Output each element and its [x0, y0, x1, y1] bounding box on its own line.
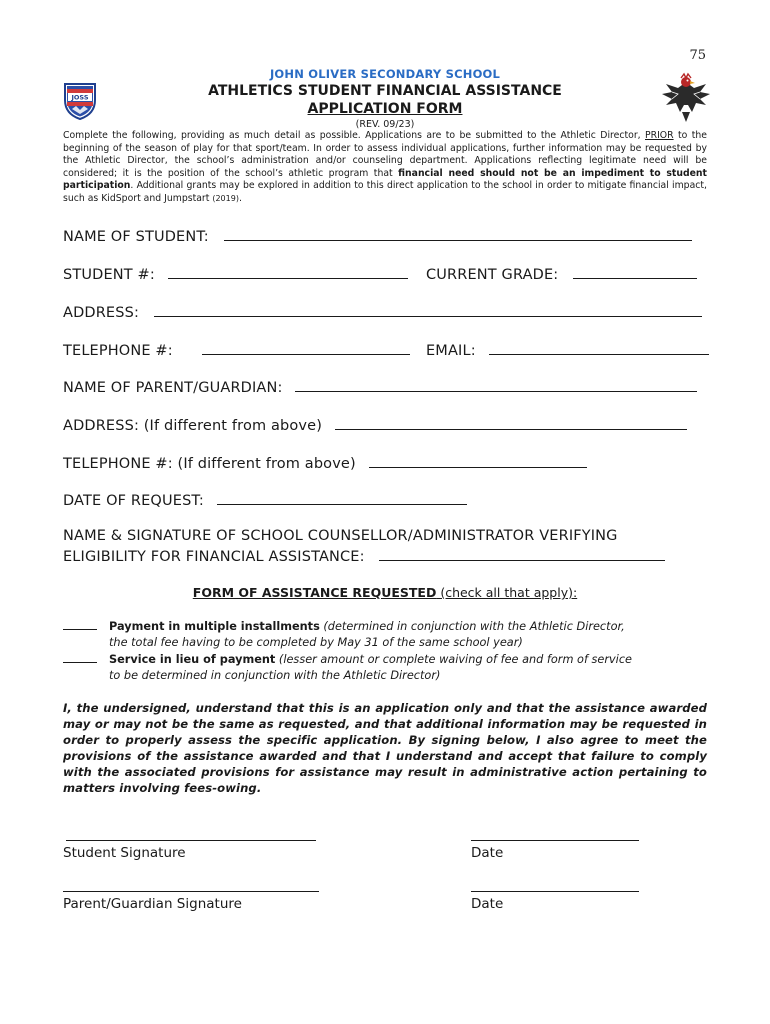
date-of-request-field[interactable]: [217, 490, 467, 505]
email-row: [426, 340, 709, 359]
telephone-label: TELEPHONE #:: [63, 343, 173, 359]
address-row: [63, 302, 702, 321]
crest-lettering: JOSS: [71, 93, 89, 102]
agreement-statement: I, the undersigned, understand that this is an application only and that the assistance awarded may or may not be the same as requested, and that additional information may be requested in order to properly assess the specific application. By signing below, I also agree to meet the provisions of the assistance awarded and that I understand and accept that failure to comply with the associated provisions for assistance may result in administrative action pertaining to matters involving fees-owing.: [63, 701, 707, 795]
parent-name-row: [63, 377, 697, 396]
revision-date: (REV. 09/23): [355, 119, 415, 130]
service-label: Service in lieu of payment: [109, 653, 276, 666]
counsellor-label-line2: ELIGIBILITY FOR FINANCIAL ASSISTANCE:: [63, 549, 365, 565]
parent-date-label: Date: [471, 896, 504, 912]
service-description: to be determined in conjunction with the Athletic Director): [109, 669, 441, 682]
parent-address-row: [63, 415, 687, 434]
parent-telephone-field[interactable]: [369, 453, 587, 468]
current-grade-row: [426, 264, 697, 283]
parent-address-label: ADDRESS: (If different from above): [63, 418, 323, 434]
intro-paragraph: Complete the following, providing as much detail as possible. Applications are to be submitted to the Athletic Director, PRIOR to the beginning of the season of play for that sport/team. In order to assess individual applications, further information may be requested by the Athletic Director, the school’s administration and/or counseling department. Applications reflecting legitimate need will be considered; it is the position of the school’s athletic program that financial need should not be an impediment to student participation. Additional grants may be explored in addition to this direct application to the school in order to mitigate financial impact, such as KidSport and Jumpstart (2019).: [63, 130, 707, 204]
service-checkbox[interactable]: [63, 651, 97, 663]
student-name-label: NAME OF STUDENT:: [63, 229, 209, 245]
student-number-field[interactable]: [168, 264, 408, 279]
telephone-field[interactable]: [202, 340, 410, 355]
student-signature-line[interactable]: [66, 840, 316, 841]
email-label: EMAIL:: [426, 343, 476, 359]
student-number-label: STUDENT #:: [63, 267, 155, 283]
student-signature-label: Student Signature: [63, 845, 186, 861]
parent-telephone-label: TELEPHONE #: (If different from above): [63, 456, 356, 472]
parent-date-line[interactable]: [471, 891, 639, 892]
financial-need-emphasis: financial need should not be an impediment to student participation: [63, 167, 707, 191]
form-title: ATHLETICS STUDENT FINANCIAL ASSISTANCE: [208, 83, 562, 99]
installments-description: the total fee having to be completed by May 31 of the same school year): [109, 636, 523, 649]
school-name: JOHN OLIVER SECONDARY SCHOOL: [269, 67, 501, 81]
date-of-request-row: [63, 490, 467, 509]
option-service: Service in lieu of payment (lesser amount or complete waiving of fee and form of service to be determined in conjunction with the Athletic Director): [63, 651, 632, 684]
student-name-field[interactable]: [224, 226, 692, 241]
parent-telephone-row: [63, 453, 587, 472]
student-date-label: Date: [471, 845, 504, 861]
telephone-row: [63, 340, 410, 359]
address-label: ADDRESS:: [63, 305, 139, 321]
address-field[interactable]: [154, 302, 702, 317]
parent-signature-line[interactable]: [63, 891, 319, 892]
form-subtitle: APPLICATION FORM: [307, 101, 463, 117]
counsellor-signature-field[interactable]: [379, 546, 665, 561]
installments-label: Payment in multiple installments: [109, 620, 320, 633]
page-number: 75: [689, 48, 706, 63]
parent-address-field[interactable]: [335, 415, 687, 430]
date-of-request-label: DATE OF REQUEST:: [63, 493, 204, 509]
prior-emphasis: PRIOR: [645, 130, 674, 141]
counsellor-label-line1: NAME & SIGNATURE OF SCHOOL COUNSELLOR/ADMINISTRATOR VERIFYING: [63, 528, 618, 544]
student-date-line[interactable]: [471, 840, 639, 841]
parent-name-label: NAME OF PARENT/GUARDIAN:: [63, 380, 283, 396]
counsellor-row: [63, 546, 665, 565]
student-name-row: [63, 226, 692, 245]
parent-name-field[interactable]: [295, 377, 697, 392]
parent-signature-label: Parent/Guardian Signature: [63, 896, 242, 912]
current-grade-label: CURRENT GRADE:: [426, 267, 559, 283]
installments-checkbox[interactable]: [63, 618, 97, 630]
email-field[interactable]: [489, 340, 709, 355]
assistance-section-title: FORM OF ASSISTANCE REQUESTED (check all that apply):: [192, 585, 578, 600]
current-grade-field[interactable]: [573, 264, 697, 279]
option-installments: Payment in multiple installments (determined in conjunction with the Athletic Director, the total fee having to be completed by May 31 of the same school year): [63, 618, 625, 651]
student-number-row: [63, 264, 408, 283]
